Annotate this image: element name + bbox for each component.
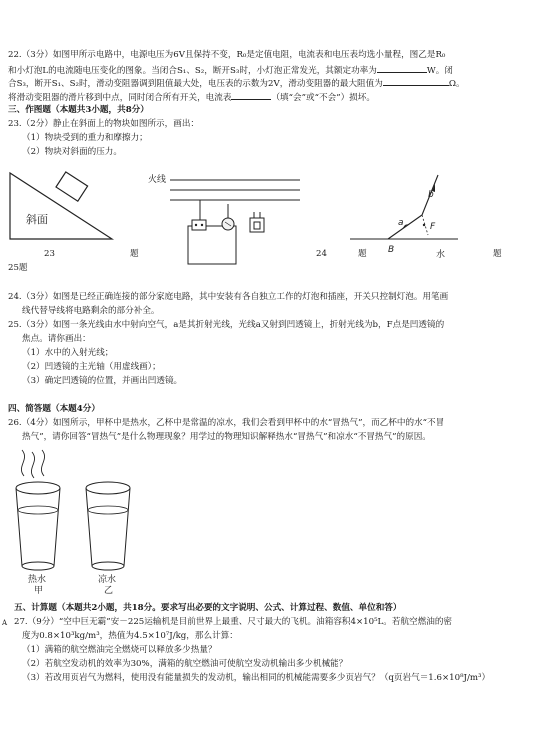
q25-item3: （3）确定凹透镜的位置，并画出凹透镜。 bbox=[22, 376, 183, 386]
incline-label: 斜面 bbox=[26, 213, 48, 226]
q27-line2: 度为0.8×10³kg/m³，热值为4.5×10⁷J/kg，那么计算： bbox=[22, 631, 238, 641]
figure-24-number: 24 bbox=[316, 249, 327, 259]
figure-23-number: 23 bbox=[44, 249, 55, 259]
socket-icon bbox=[250, 218, 264, 232]
cups-figure bbox=[8, 448, 148, 596]
figure-25-ti: 题 bbox=[493, 249, 502, 259]
ray-a-label: a bbox=[398, 218, 404, 228]
figure-25-caption: 25题 bbox=[8, 263, 28, 273]
point-b-label: B bbox=[388, 245, 395, 255]
q22-line4-text: 将滑动变阻器的滑片移到中点，同时闭合所有开关，电流表 bbox=[8, 93, 232, 103]
q22-line1: 22.（3分）如图甲所示电路中，电源电压为6V且保持不变，R₀是定值电阻，电流表和电压表均选小量程，图乙是R₀ bbox=[8, 50, 446, 60]
q27-item1: （1）满箱的航空燃油完全燃烧可以释放多少热量？ bbox=[22, 645, 217, 655]
section-heading-short-answer: 四、简答题（本题4分） bbox=[8, 404, 100, 414]
q27-item2: （2）若航空发动机的效率为30%，满箱的航空燃油可使航空发动机输出多少机械能？ bbox=[22, 659, 348, 669]
fire-wire-label: 火线 bbox=[148, 175, 167, 185]
answer-blank-resistance bbox=[383, 77, 449, 86]
answer-blank-power bbox=[377, 64, 427, 73]
cup-hot-label: 热水 bbox=[28, 575, 47, 585]
q22-line3-text: 合S₃，断开S₁、S₂时，滑动变阻器调到阻值最大处，电压表的示数为2V，滑动变阻器的最大阻值为 bbox=[8, 79, 383, 89]
q23-stem: 23.（2分）静止在斜面上的物块如图所示，画出： bbox=[8, 119, 200, 129]
q22-line2-tail: W。闭 bbox=[426, 66, 453, 76]
q24-line2: 线代替导线将电路剩余的部分补全。 bbox=[22, 306, 160, 316]
q23-item2: （2）物块对斜面的压力。 bbox=[22, 147, 122, 157]
q26-line1: 26.（4分）如图所示，甲杯中是热水，乙杯中是常温的凉水，我们会看到甲杯中的水“冒热气”，而乙杯中的水“不冒 bbox=[8, 418, 445, 428]
ray-a bbox=[388, 215, 422, 239]
q22-line3-tail: Ω。 bbox=[448, 79, 465, 89]
q27-item3: （3）若改用页岩气为燃料，使用没有能量损失的发动机，输出相同的机械能需要多少页岩气？（q页岩气＝1.6×10⁸J/m³） bbox=[22, 673, 491, 683]
q22-line4 bbox=[8, 91, 375, 104]
q24-line1: 24.（3分）如图是已经正确连接的部分家庭电路，其中安装有各自独立工作的灯泡和插座，开关只控制灯泡。用笔画 bbox=[8, 292, 449, 302]
circuit-figure bbox=[140, 168, 300, 268]
incline-figure bbox=[8, 165, 118, 245]
switch-box bbox=[192, 220, 206, 230]
section-heading-drawing: 三、作图题（本题共3小题，共8分） bbox=[8, 105, 149, 115]
section-heading-calculation: 五、计算题（本题共2小题，共18分。要求写出必要的文字说明、公式、计算过程、数值、单位和答） bbox=[14, 603, 402, 613]
figure-24-ti: 题 bbox=[358, 249, 367, 259]
focus-label: F bbox=[430, 222, 436, 232]
steam-icon bbox=[21, 450, 24, 476]
q25-line1: 25.（3分）如图一条光线由水中射向空气，a是其折射光线，光线a又射到凹透镜上，折射光线为b，F点是凹透镜的 bbox=[8, 320, 445, 330]
ray-b-label: b bbox=[428, 190, 434, 200]
q22-line4-tail: （填“会”或“不会”）损坏。 bbox=[271, 93, 375, 103]
margin-mark: A bbox=[2, 619, 8, 627]
focus-point bbox=[423, 224, 425, 226]
cup-cold-label: 凉水 bbox=[98, 575, 117, 585]
q25-line2: 焦点。请你画出： bbox=[22, 334, 91, 344]
cup-cold-caption: 乙 bbox=[104, 586, 114, 596]
q22-line2 bbox=[8, 64, 453, 77]
cup-hot-caption: 甲 bbox=[34, 586, 44, 596]
q22-line2-text: 和小灯泡L的电流随电压变化的图象。当闭合S₁、S₂，断开S₃时，小灯泡正常发光，其额定功率为 bbox=[8, 66, 377, 76]
wiring-box bbox=[188, 226, 236, 264]
cup-cold-water bbox=[88, 506, 128, 514]
q26-line2: 热气”，请你回答“冒热气”是什么物理现象？用学过的物理知识解释热水“冒热气”和凉水“不冒热气”的原因。 bbox=[22, 432, 431, 442]
q25-item2: （2）凹透镜的主光轴（用虚线画）； bbox=[22, 362, 161, 372]
q23-item1: （1）物块受到的重力和摩擦力； bbox=[22, 133, 148, 143]
cup-hot-rim bbox=[16, 482, 60, 494]
cup-hot-water bbox=[18, 506, 58, 514]
water-label: 水 bbox=[436, 250, 446, 260]
q27-line1: 27.（9分）“空中巨无霸”安－225运输机是目前世界上最重、尺寸最大的飞机。油箱容积4×10⁵L。若航空燃油的密 bbox=[14, 617, 453, 627]
block-rect bbox=[56, 172, 88, 201]
q25-item1: （1）水中的入射光线； bbox=[22, 348, 114, 358]
figure-23-ti: 题 bbox=[130, 249, 139, 259]
q22-line3 bbox=[8, 77, 465, 90]
cup-cold-rim bbox=[86, 482, 130, 494]
answer-blank-ammeter bbox=[231, 91, 271, 100]
